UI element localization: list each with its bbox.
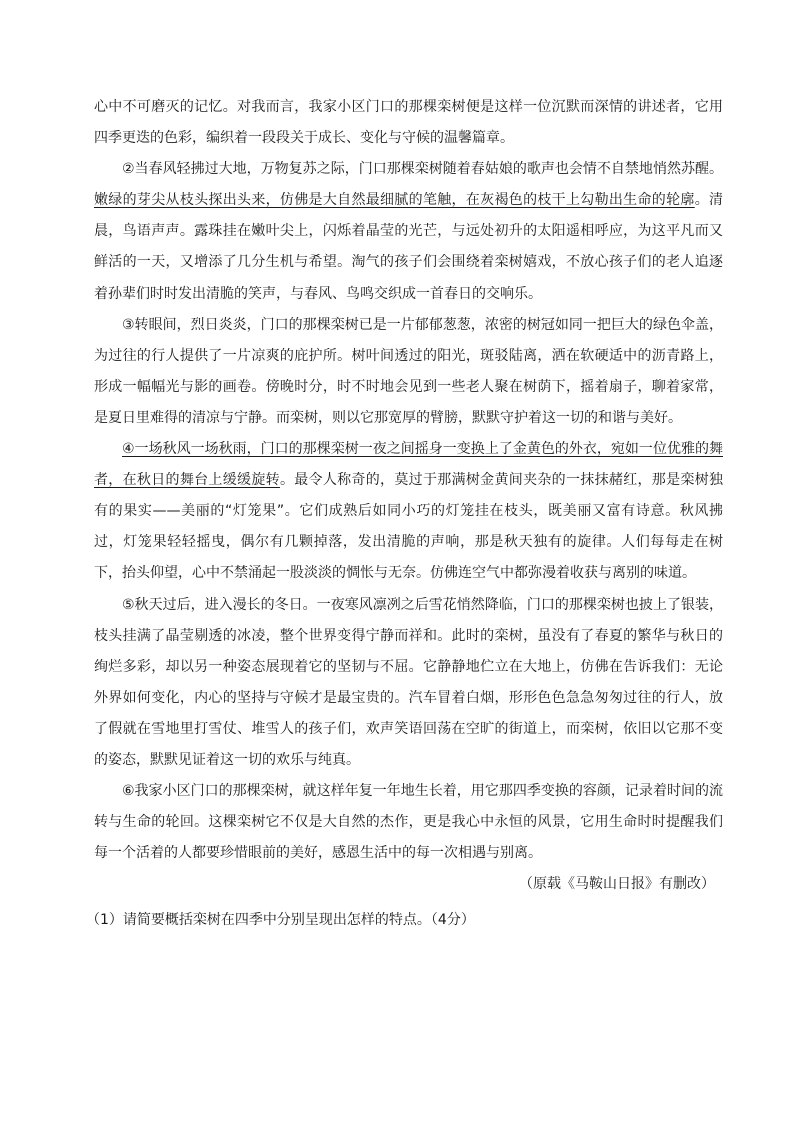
article-source: （原载《马鞍山日报》有删改） bbox=[519, 876, 715, 893]
paragraph-4 bbox=[94, 434, 723, 589]
paragraph-6: ⑥我家小区门口的那棵栾树，就这样年复一年地生长着，用它那四季变换的容颜，记录着时间的流转与生命的轮回。这棵栾树它不仅是大自然的杰作，更是我心中永恒的风景，它用生命时时提醒我们每一个活着的人都要珍惜眼前的美好，感恩生活中的每一次相遇与别离。 bbox=[94, 783, 723, 862]
paragraph-2-underlined-sentence: 嫩绿的芽尖从枝头探出头来，仿佛是大自然最细腻的笔触，在灰褐色的枝干上勾勒出生命的轮廓 bbox=[94, 192, 695, 209]
paragraph-4-underlined-sentence: ④一场秋风一场秋雨，门口的那棵栾树一夜之间摇身一变换上了金黄色的外衣，宛如一位优雅的舞者，在秋日的舞台上缓缓旋转 bbox=[94, 441, 723, 489]
paragraph-2 bbox=[94, 154, 723, 309]
paragraph-2-lead: ②当春风轻拂过大地，万物复苏之际，门口那棵栾树随着春姑娘的歌声也会情不自禁地悄然苏醒。 bbox=[122, 161, 723, 178]
article-body bbox=[94, 92, 723, 900]
paragraph-1: 心中不可磨灭的记忆。对我而言，我家小区门口的那棵栾树便是这样一位沉默而深情的讲述者，它用四季更迭的色彩，编织着一段段关于成长、变化与守候的温馨篇章。 bbox=[94, 99, 723, 147]
paragraph-4-rest: 。最令人称奇的，莫过于那满树金黄间夹杂的一抹抹赭红，那是栾树独有的果实——美丽的“灯笼果”。它们成熟后如同小巧的灯笼挂在枝头，既美丽又富有诗意。秋风拂过，灯笼果轻轻摇曳，偶尔有几颗掉落，发出清脆的声响，那是秋天独有的旋律。人们每每走在树下，抬头仰望，心中不禁涌起一股淡淡的惆怅与无奈。仿佛连空气中都弥漫着收获与离别的味道。 bbox=[94, 472, 724, 582]
paragraph-2-rest: 。清晨，鸟语声声。露珠挂在嫩叶尖上，闪烁着晶莹的光芒，与远处初升的太阳遥相呼应，为这平凡而又鲜活的一天，又增添了几分生机与希望。淘气的孩子们会围绕着栾树嬉戏，不放心孩子们的老人追逐着孙辈们时时发出清脆的笑声，与春风、鸟鸣交织成一首春日的交响乐。 bbox=[94, 192, 724, 302]
question-1: （1）请简要概括栾树在四季中分别呈现出怎样的特点。（4分） bbox=[86, 912, 475, 928]
paragraph-3: ③转眼间，烈日炎炎，门口的那棵栾树已是一片郁郁葱葱，浓密的树冠如同一把巨大的绿色伞盖，为过往的行人提供了一片凉爽的庇护所。树叶间透过的阳光，斑驳陆离，洒在软硬适中的沥青路上，形成一幅幅光与影的画卷。傍晚时分，时不时地会见到一些老人聚在树荫下，摇着扇子，聊着家常，是夏日里难得的清凉与宁静。而栾树，则以它那宽厚的臂膀，默默守护着这一切的和谐与美好。 bbox=[94, 316, 723, 426]
paragraph-5: ⑤秋天过后，进入漫长的冬日。一夜寒风凛冽之后雪花悄然降临，门口的那棵栾树也披上了银装，枝头挂满了晶莹剔透的冰凌，整个世界变得宁静而祥和。此时的栾树，虽没有了春夏的繁华与秋日的绚烂多彩，却以另一种姿态展现着它的坚韧与不屈。它静静地伫立在大地上，仿佛在告诉我们：无论外界如何变化，内心的坚持与守候才是最宝贵的。汽车冒着白烟，形形色色急急匆匆过往的行人，放了假就在雪地里打雪仗、堆雪人的孩子们，欢声笑语回荡在空旷的街道上，而栾树，依旧以它那不变的姿态，默默见证着这一切的欢乐与纯真。 bbox=[94, 596, 723, 768]
